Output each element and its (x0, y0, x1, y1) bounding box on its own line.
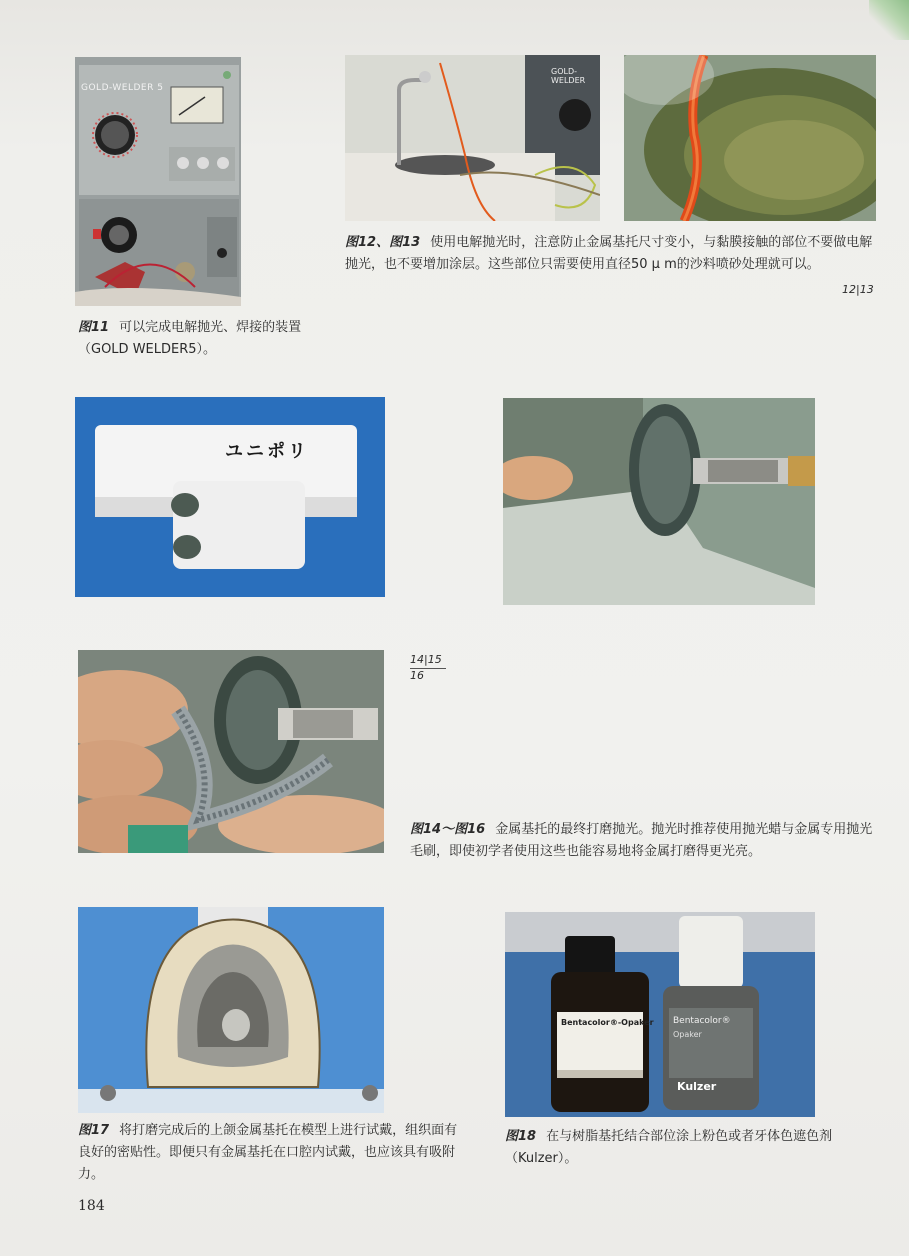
fig14-16-number-ref-bottom: 16 (410, 668, 446, 682)
fig14-photo (75, 397, 385, 597)
fig11-caption (78, 317, 340, 361)
fig18-photo (505, 912, 815, 1117)
fig11-text: 可以完成电解抛光、焊接的装置（GOLD WELDER5）。 (78, 320, 302, 357)
fig17-label: 图17 (78, 1123, 110, 1138)
fig18-bottle1-label: Bentacolor®-Opaker (561, 1018, 654, 1027)
page-number: 184 (78, 1198, 105, 1214)
fig12-13-text: 使用电解抛光时，注意防止金属基托尺寸变小，与黏膜接触的部位不要做电解抛光，也不要增加涂层。这些部位只需要使用直径50 μ m的沙料喷砂处理就可以。 (345, 235, 873, 272)
fig18-label: 图18 (505, 1129, 537, 1144)
fig16-photo (78, 650, 384, 853)
fig12-13-number-ref: 12|13 (842, 283, 874, 296)
fig15-photo (503, 398, 815, 605)
fig17-photo (78, 907, 384, 1113)
fig14-16-caption (410, 819, 880, 863)
page-corner (869, 0, 909, 40)
fig14-16-text: 金属基托的最终打磨抛光。抛光时推荐使用抛光蜡与金属专用抛光毛刷，即使初学者使用这些也能容易地将金属打磨得更光亮。 (410, 822, 873, 859)
fig12-13-label: 图12、图13 (345, 235, 421, 250)
fig18-bottle2-label: Bentacolor® (673, 1016, 731, 1026)
fig13-photo (624, 55, 876, 221)
fig14-box-label: ユニポリ (225, 441, 309, 462)
fig17-text: 将打磨完成后的上颌金属基托在模型上进行试戴，组织面有良好的密贴性。即便只有金属基托在口腔内试戴，也应该具有吸附力。 (78, 1123, 458, 1182)
fig11-label: 图11 (78, 320, 110, 335)
fig14-16-label: 图14～图16 (410, 822, 486, 837)
fig11-photo (75, 57, 241, 306)
fig12-device-label: GOLD-WELDER (551, 67, 586, 85)
fig18-text: 在与树脂基托结合部位涂上粉色或者牙体色遮色剂（Kulzer）。 (505, 1129, 833, 1166)
fig11-device-label: GOLD-WELDER 5 (81, 83, 164, 93)
fig17-caption (78, 1120, 463, 1186)
fig18-caption (505, 1126, 890, 1170)
fig12-photo (345, 55, 600, 221)
fig14-16-number-ref-top: 14|15 (410, 653, 442, 666)
fig12-13-caption (345, 232, 885, 276)
fig18-brand: Kulzer (677, 1080, 717, 1093)
fig18-bottle2-sub: Opaker (673, 1030, 702, 1039)
